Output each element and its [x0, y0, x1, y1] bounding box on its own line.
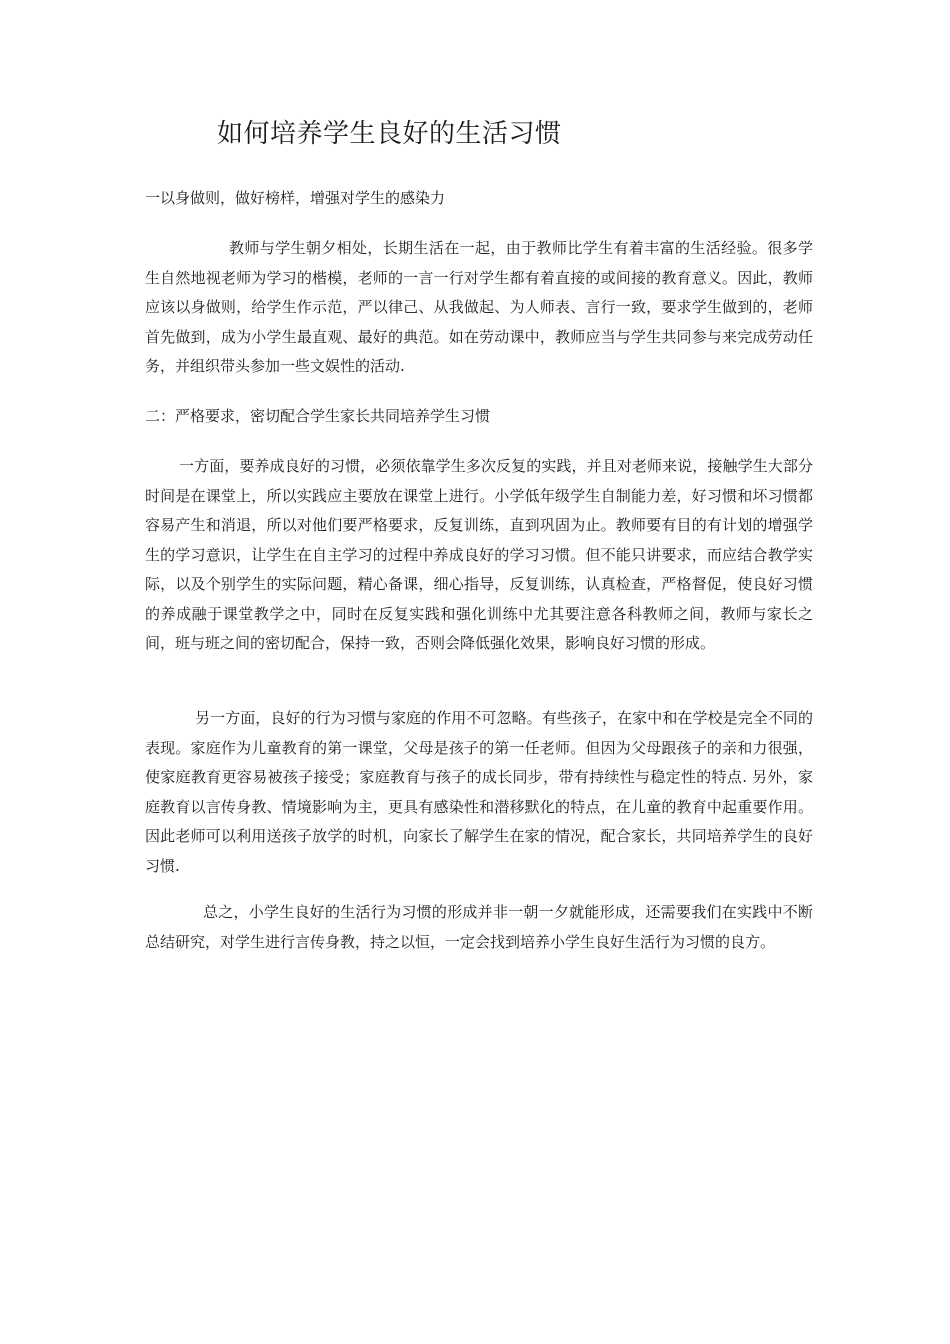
section2-heading: 二：严格要求，密切配合学生家长共同培养学生习惯 — [145, 407, 491, 425]
section1-paragraph: 教师与学生朝夕相处，长期生活在一起，由于教师比学生有着丰富的生活经验。很多学生自然地视老师为学习的楷模，老师的一言一行对学生都有着直接的或间接的教育意义。因此，教师应该以身做则，给学生作示范，严以律己、从我做起、为人师表、言行一致，要求学生做到的，老师首先做到，成为小学生最直观、最好的典范。如在劳动课中，教师应当与学生共同参与来完成劳动任务，并组织带头参加一些文娱性的活动. — [145, 239, 813, 375]
section2-paragraph-1: 一方面，要养成良好的习惯，必须依靠学生多次反复的实践，并且对老师来说，接触学生大部分时间是在课堂上，所以实践应主要放在课堂上进行。小学低年级学生自制能力差，好习惯和坏习惯都容易产生和消退，所以对他们要严格要求，反复训练，直到巩固为止。教师要有目的有计划的增强学生的学习意识，让学生在自主学习的过程中养成良好的学习习惯。但不能只讲要求，而应结合教学实际，以及个别学生的实际问题，精心备课，细心指导，反复训练，认真检查，严格督促，使良好习惯的养成融于课堂教学之中，同时在反复实践和强化训练中尤其要注意各科教师之间，教师与家长之间，班与班之间的密切配合，保持一致，否则会降低强化效果，影响良好习惯的形成。 — [145, 457, 813, 652]
document-title: 如何培养学生良好的生活习惯 — [217, 119, 562, 149]
section1-heading: 一以身做则，做好榜样，增强对学生的感染力 — [145, 189, 446, 207]
conclusion-paragraph: 总之，小学生良好的生活行为习惯的形成并非一朝一夕就能形成，还需要我们在实践中不断总结研究，对学生进行言传身教，持之以恒，一定会找到培养小学生良好生活行为习惯的良方。 — [145, 903, 813, 951]
section2-paragraph-2: 另一方面，良好的行为习惯与家庭的作用不可忽略。有些孩子，在家中和在学校是完全不同的表现。家庭作为儿童教育的第一课堂，父母是孩子的第一任老师。但因为父母跟孩子的亲和力很强，使家庭教育更容易被孩子接受；家庭教育与孩子的成长同步，带有持续性与稳定性的特点. 另外，家庭教育以言传身教、情境影响为主，更具有感染性和潜移默化的特点，在儿童的教育中起重要作用。因此老师可以利用送孩子放学的时机，向家长了解学生在家的情况，配合家长，共同培养学生的良好习惯. — [145, 709, 813, 875]
